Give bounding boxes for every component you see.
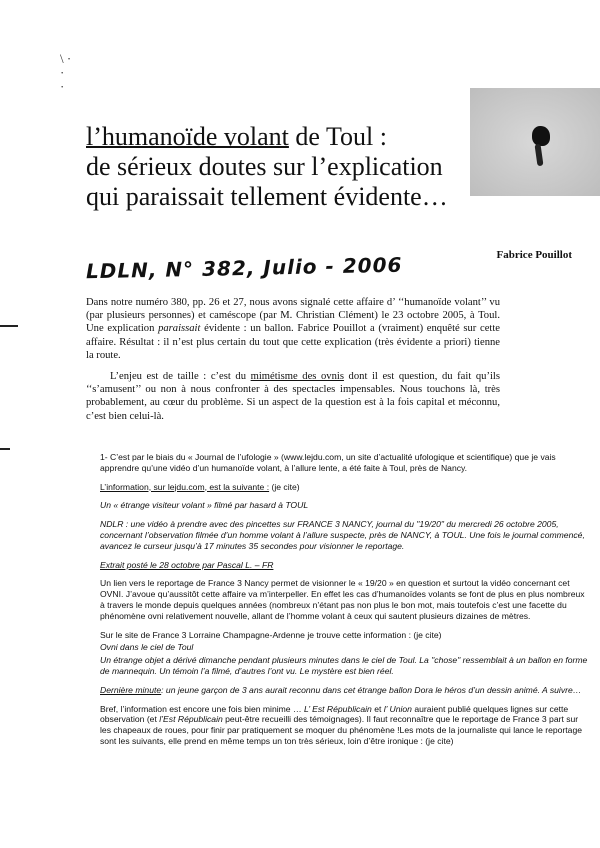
quote-ndlr: NDLR : une vidéo à prendre avec des pincettes sur FRANCE 3 NANCY, journal du "19/20" du mercredi 26 octobre 2005, concernant l’observation filmée d’un homme volant à l’allure suspecte, près de NANCY, à TOUL. Une fois le journal commencé, avancez le curseur jusqu’à 17 minutes 35 secondes pour visionner le reportage.	[100, 519, 585, 551]
quote-heading-2: Ovni dans le ciel de Toul	[100, 642, 194, 653]
article-body	[100, 452, 590, 755]
paragraph-1: 1- C’est par le biais du « Journal de l’ufologie » (www.lejdu.com, un site d’actualité ufologique et scientifique) que je vais apprendre qu’une vidéo d’un humanoïde volant, à l’allure lente, a été faite à Toul, près de Nancy.	[100, 452, 556, 473]
handwritten-annotation: LDLN, N° 382, Julio - 2006	[85, 252, 403, 284]
article-title: l’humanoïde volant de Toul : de sérieux doutes sur l’explication qui paraissait tellement évidente…	[86, 122, 448, 211]
quote-body: Un étrange objet a dérivé dimanche pendant plusieurs minutes dans le ciel de Toul. La "chose" ressemblait à un ballon en forme de mannequin. Un témoin l’a filmé, d’autres l’ont vu. Le mystère est bien réel.	[100, 655, 588, 676]
scan-marks: \ · · ·	[60, 51, 72, 94]
quote-last-minute: Dernière minute: un jeune garçon de 3 ans aurait reconnu dans cet étrange ballon Dora le héros d’un dessin animé. A suivre…	[100, 684, 582, 695]
title-line-3: qui paraissait tellement évidente…	[86, 182, 448, 211]
intro-block	[86, 296, 500, 423]
quote-source: Extrait posté le 28 octobre par Pascal L. – FR	[100, 559, 274, 570]
intro-paragraph-2: L’enjeu est de taille : c’est du mimétisme des ovnis dont il est question, du fait qu’ils ‘‘s’amusent’’ ou non à nous confronter à des spectacles impensables. Nous touchons là, très probablement, au cœur du problème. Si un aspect de la question est à la fois capital et méconnu, c’est bien celui-là.	[86, 371, 500, 422]
humanoid-silhouette	[532, 126, 550, 146]
author-name: Fabrice Pouillot	[496, 249, 572, 261]
paragraph-4: Sur le site de France 3 Lorraine Champagne-Ardenne je trouve cette information : (je cite)	[100, 629, 442, 640]
quote-heading: Un « étrange visiteur volant » filmé par hasard à TOUL	[100, 500, 309, 511]
title-underlined: l’humanoïde volant	[86, 122, 289, 151]
humanoid-photo	[470, 88, 600, 196]
paragraph-5: Bref, l’information est encore une fois bien minime … L’ Est Républicain et l’ Union auraient publié quelques lignes sur cette observation (et l’Est Républicain peut-être recueilli des témoignages). Il faut reconnaître que le reportage de France 3 part sur les chapeaux de roues, pour finir par pratiquement se moquer du phénomène !Les mots de la journaliste qui lance le reportage sont les suivants, elle prend en même temps un ton très sérieux, loin d’être ironique : (je cite)	[100, 703, 583, 746]
paragraph-2: L’information, sur lejdu.com, est la suivante : (je cite)	[100, 481, 300, 492]
margin-mark	[0, 325, 18, 327]
margin-mark	[0, 448, 10, 450]
title-line-2: de sérieux doutes sur l’explication	[86, 152, 443, 181]
intro-paragraph-1: Dans notre numéro 380, pp. 26 et 27, nous avons signalé cette affaire d’ ‘‘humanoïde volant’’ vu (par plusieurs personnes) et caméscope (par M. Christian Clément) le 23 octobre 2005, à Toul. Une explication paraissait évidente : un ballon. Fabrice Pouillot a (vraiment) enquêté sur cette affaire. Résultat : il n’est plus certain du tout que cette explication (très évidente a priori) tienne la route.	[86, 297, 500, 361]
paragraph-3: Un lien vers le reportage de France 3 Nancy permet de visionner le « 19/20 » en question et surtout la vidéo concernant cet OVNI. J’avoue qu’aussitôt cette affaire va m’interpeller. En effet les cas d’humanoïdes volants se font de plus en plus nombreux à travers le monde depuis quelques années (nombreux n’étant pas non plus le bon mot, mais toutefois c’est une facette du phénomène ovni relativement nouvelle, allant de l’homme volant à ceux qui sautent plusieurs dizaines de mètres.	[100, 578, 585, 621]
humanoid-body	[534, 144, 543, 167]
